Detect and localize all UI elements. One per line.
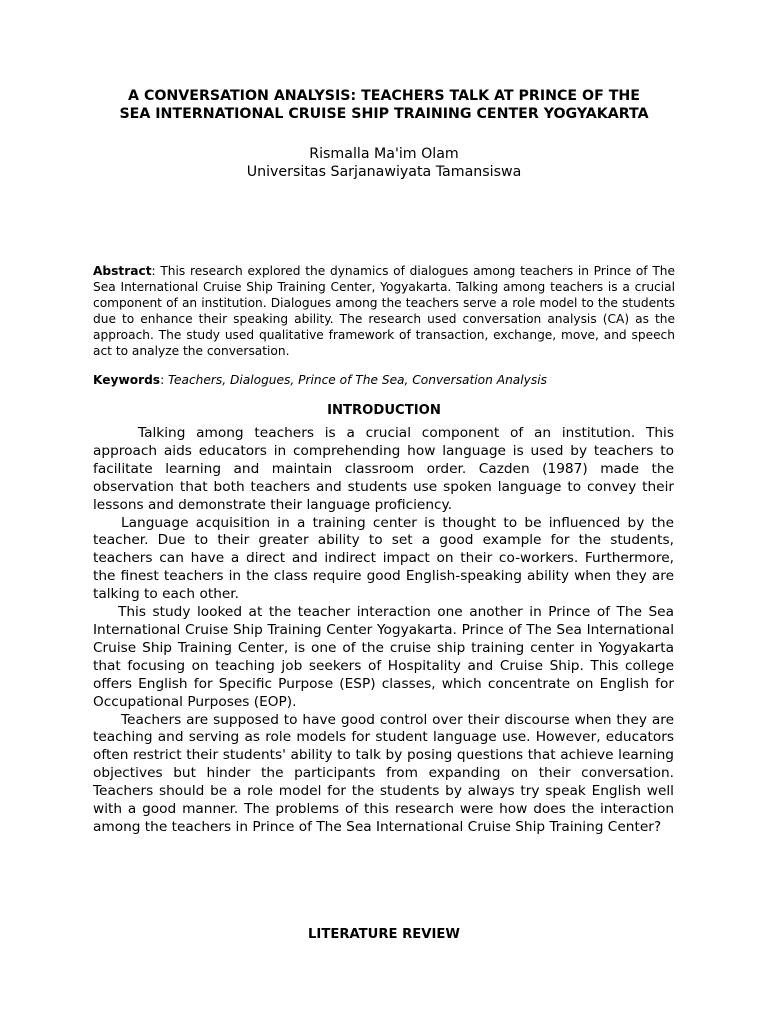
introduction-heading: INTRODUCTION bbox=[327, 403, 441, 418]
keywords-text: Teachers, Dialogues, Prince of The Sea, Conversation Analysis bbox=[168, 373, 547, 387]
intro-paragraph-2: Language acquisition in a training center is thought to be influenced by the teacher. Due to their greater ability to set a good example for the students, teachers can have a direct and indirect impact on their co-workers. Furthermore, the finest teachers in the class require good English-speaking ability when they are talking to each other. bbox=[93, 514, 674, 603]
keywords-label: Keywords bbox=[93, 373, 161, 387]
literature-review-heading: LITERATURE REVIEW bbox=[308, 927, 460, 942]
intro-paragraph-1: Talking among teachers is a crucial component of an institution. This approach aids educators in comprehending how language is used by teachers to facilitate learning and maintain classroom order. Cazden (1987) made the observation that both teachers and students use spoken language to convey their lessons and demonstrate their language proficiency. bbox=[93, 425, 674, 513]
title-line-2: SEA INTERNATIONAL CRUISE SHIP TRAINING CENTER YOGYAKARTA bbox=[119, 106, 649, 122]
abstract-label: Abstract bbox=[93, 264, 152, 278]
title-line-1: A CONVERSATION ANALYSIS: TEACHERS TALK AT PRINCE OF THE bbox=[128, 88, 640, 104]
author-affiliation: Universitas Sarjanawiyata Tamansiswa bbox=[246, 164, 522, 180]
paper-title bbox=[60, 87, 708, 123]
intro-paragraph-4: Teachers are supposed to have good control over their discourse when they are teaching and serving as role models for student language use. However, educators often restrict their students' ability to talk by posing questions that achieve learning objectives but hinder the participants from expanding on their conversation. Teachers should be a role model for the students by always try speak English well with a good manner. The problems of this research were how does the interaction among the teachers in Prince of The Sea International Cruise Ship Training Center? bbox=[93, 711, 674, 835]
author-block bbox=[60, 145, 708, 181]
abstract bbox=[93, 263, 675, 359]
intro-paragraph-3: This study looked at the teacher interaction one another in Prince of The Sea International Cruise Ship Training Center Yogyakarta. Prince of The Sea International Cruise Ship Training Center, is one of the cruise ship training center in Yogyakarta that focusing on teaching job seekers of Hospitality and Cruise Ship. This college offers English for Specific Purpose (ESP) classes, which concentrate on English for Occupational Purposes (EOP). bbox=[93, 604, 674, 710]
introduction-body bbox=[93, 425, 674, 837]
keywords-separator: : bbox=[160, 373, 169, 387]
keywords bbox=[93, 372, 675, 388]
abstract-text: : This research explored the dynamics of dialogues among teachers in Prince of The Sea International Cruise Ship Training Center, Yogyakarta. Talking among teachers is a crucial component of an institution. Dialogues among the teachers serve a role model to the students due to enhance their speaking ability. The research used conversation analysis (CA) as the approach. The study used qualitative framework of transaction, exchange, move, and speech act to analyze the conversation. bbox=[93, 264, 675, 358]
author-name: Rismalla Ma'im Olam bbox=[309, 146, 459, 162]
